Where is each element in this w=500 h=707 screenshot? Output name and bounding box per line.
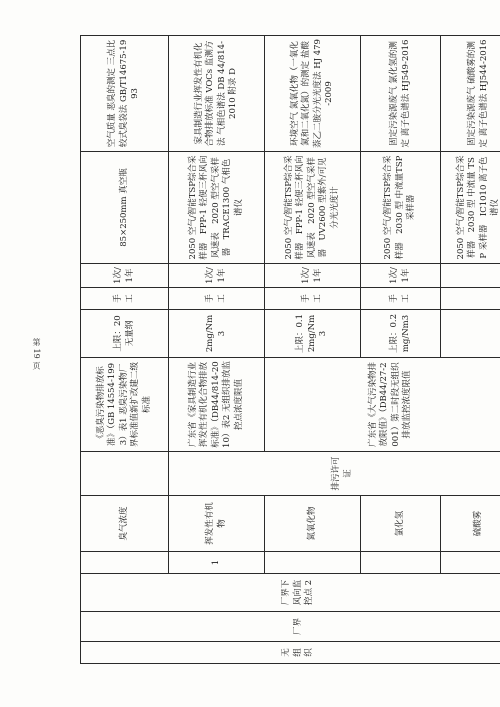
standard-cell: 广东省《家具制造行业挥发性有机化合物排放标准》（DB44/814-2010）表2 无组织排放监控点浓度限值 (169, 358, 265, 452)
limit-cell: 上限：0.2mg/Nm3 (361, 310, 441, 358)
table-row (169, 36, 265, 664)
limit-cell: 2mg/Nm3 (169, 310, 265, 358)
limit-cell: 上限：0.12mg/Nm3 (265, 310, 361, 358)
pollutant-cell: 硫酸雾 (441, 496, 500, 552)
equipment-cell: 2050 空气/智能TSP综合采样器 FPP-1 轻便三杯风向风速表 2020 型空气采样器 UV2600 型紫外/可见分光光度计 (265, 152, 361, 264)
method-cell: 固定污染源废气 硫酸雾的测定 离子色谱法 HJ544-2016 (441, 36, 500, 152)
mode-cell: 手工 (265, 288, 361, 310)
standard-cell: 《恶臭污染物排放标准》（GB 14554-1993）表1 恶臭污染物厂界标准值新扩改建二级标准 (81, 358, 169, 452)
frequency-cell: 1次/1年 (169, 264, 265, 288)
rotated-page (80, 36, 500, 664)
type-cell: 无组织 (81, 642, 500, 664)
pollutant-cell: 臭气浓度 (81, 496, 169, 552)
equipment-cell: 2050 空气/智能TSP综合采样器 FPP-1 轻便三杯风向风速表 2020 型空气采样器 TRACE1300 气相色谱仪 (169, 152, 265, 264)
method-cell: 家具制造行业挥发性有机化合物排放标准 VOCs 监测方法 气相色谱法 DB 44/814-2010 附录 D (169, 36, 265, 152)
point-cell: 厂界下风向监控点 2 (81, 574, 500, 612)
permit-cell: 排污许可证 (169, 452, 500, 496)
equipment-cell: 2050 空气/智能TSP综合采样器 2030 型 中流量 TSP 采样器 IC1010 离子色谱仪 (441, 152, 500, 264)
index-cell: 1 (169, 552, 265, 574)
frequency-cell: 1次/1年 (265, 264, 361, 288)
table-row (441, 36, 500, 664)
site-cell: 厂界 (81, 612, 500, 642)
mode-cell: 手工 (361, 288, 441, 310)
table-row (81, 36, 169, 664)
pollutant-cell: 挥发性有机物 (169, 496, 265, 552)
page-number: 第 19 页 (32, 338, 41, 370)
method-cell: 固定污染源废气 氯化氢的测定 离子色谱法 HJ549-2016 (361, 36, 441, 152)
pollutant-cell: 氯化氢 (361, 496, 441, 552)
limit-cell: 上限：20 无量纲 (81, 310, 169, 358)
method-cell: 环境空气 氮氧化物（一氧化氮和二氧化氮）的测定 盐酸萘乙二胺分光光度法 HJ 479-2009 (265, 36, 361, 152)
monitoring-table (80, 35, 500, 664)
frequency-cell: 1次/1年 (361, 264, 441, 288)
table-row (265, 36, 361, 664)
equipment-cell: 2050 空气/智能TSP综合采样器 2030 型 中流量TSP采样器 (361, 152, 441, 264)
method-cell: 空气质量 恶臭的测定 三点比较式臭袋法 GB/T14675-1993 (81, 36, 169, 152)
standard-cell: 广东省《大气污染物排放限值》（DB44/27-2001）第二时段无组织排放监控浓度限值 (265, 358, 500, 452)
mode-cell: 手工 (81, 288, 169, 310)
pollutant-cell: 氮氧化物 (265, 496, 361, 552)
mode-cell: 手工 (169, 288, 265, 310)
equipment-cell: 85×250mm 真空瓶 (81, 152, 169, 264)
table-row (361, 36, 441, 664)
frequency-cell: 1次/1年 (81, 264, 169, 288)
